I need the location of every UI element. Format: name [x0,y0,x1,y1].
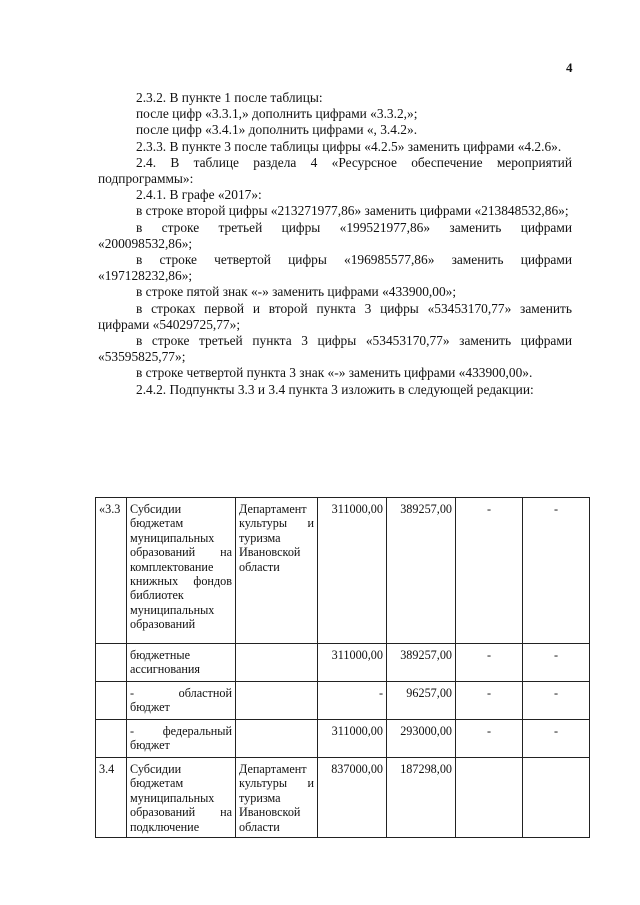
row-name-cell: - областной бюджет [127,682,236,720]
department-cell [236,644,318,682]
value-col-2-cell: 389257,00 [387,644,456,682]
department-cell: Департамент культуры и туризма Ивановской области [236,758,318,838]
paragraph: 2.3.2. В пункте 1 после таблицы: [136,90,323,105]
value-col-2-cell: 293000,00 [387,720,456,758]
paragraph: после цифр «3.3.1,» дополнить цифрами «3.3.2,»; [136,106,418,122]
row-number-cell: 3.4 [96,758,127,838]
department-cell [236,720,318,758]
value-col-3-cell: - [456,682,523,720]
value-col-3-cell [456,758,523,838]
row-number-cell: «3.3 [96,498,127,644]
row-name-cell: - федеральный бюджет [127,720,236,758]
value-col-4-cell: - [523,682,590,720]
value-col-1-cell: 311000,00 [318,720,387,758]
value-col-4-cell: - [523,644,590,682]
value-col-1-cell: - [318,682,387,720]
paragraph: в строке третьей пункта 3 цифры «53453170,77» заменить цифрами «53595825,77»; [98,333,572,365]
paragraph: в строке второй цифры «213271977,86» заменить цифрами «213848532,86»; [136,203,569,219]
page-number: 4 [566,60,573,75]
department-cell [236,682,318,720]
row-name-cell: Субсидии бюджетам муниципальных образований на подключение [127,758,236,838]
table-row [96,498,590,644]
paragraph: в строках первой и второй пункта 3 цифры «53453170,77» заменить цифрами «54029725,77»; [98,300,572,332]
value-col-1-cell: 311000,00 [318,498,387,644]
value-col-3-cell: - [456,720,523,758]
value-col-3-cell: - [456,498,523,644]
paragraph: в строке третьей цифры «199521977,86» заменить цифрами «200098532,86»; [98,219,572,251]
table-row [96,644,590,682]
table-row [96,758,590,838]
value-col-1-cell: 311000,00 [318,644,387,682]
value-col-4-cell: - [523,498,590,644]
resource-table [95,497,590,838]
document-body [98,90,572,398]
department-cell: Департамент культуры и туризма Ивановской области [236,498,318,644]
value-col-1-cell: 837000,00 [318,758,387,838]
row-name-cell: Субсидии бюджетам муниципальных образований на комплектование книжных фондов библиотек муниципальных образований [127,498,236,644]
paragraph: в строке четвертой пункта 3 знак «-» заменить цифрами «433900,00». [136,365,533,381]
paragraph: 2.4.1. В графе «2017»: [136,187,262,203]
table-row [96,720,590,758]
paragraph: в строке пятой знак «-» заменить цифрами «433900,00»; [136,284,457,300]
value-col-2-cell: 96257,00 [387,682,456,720]
value-col-4-cell: - [523,720,590,758]
row-name-cell: бюджетные ассигнования [127,644,236,682]
value-col-3-cell: - [456,644,523,682]
paragraph: в строке четвертой цифры «196985577,86» заменить цифрами «197128232,86»; [98,252,572,284]
paragraph: после цифр «3.4.1» дополнить цифрами «, 3.4.2». [136,122,418,138]
paragraph: 2.4. В таблице раздела 4 «Ресурсное обеспечение мероприятий подпрограммы»: [98,154,572,187]
table-row [96,682,590,720]
value-col-4-cell [523,758,590,838]
paragraph: 2.4.2. Подпункты 3.3 и 3.4 пункта 3 изложить в следующей редакции: [136,381,534,397]
value-col-2-cell: 389257,00 [387,498,456,644]
paragraph: 2.3.3. В пункте 3 после таблицы цифры «4.2.5» заменить цифрами «4.2.6». [136,138,562,154]
row-number-cell [96,720,127,758]
row-number-cell [96,682,127,720]
row-number-cell [96,644,127,682]
value-col-2-cell: 187298,00 [387,758,456,838]
